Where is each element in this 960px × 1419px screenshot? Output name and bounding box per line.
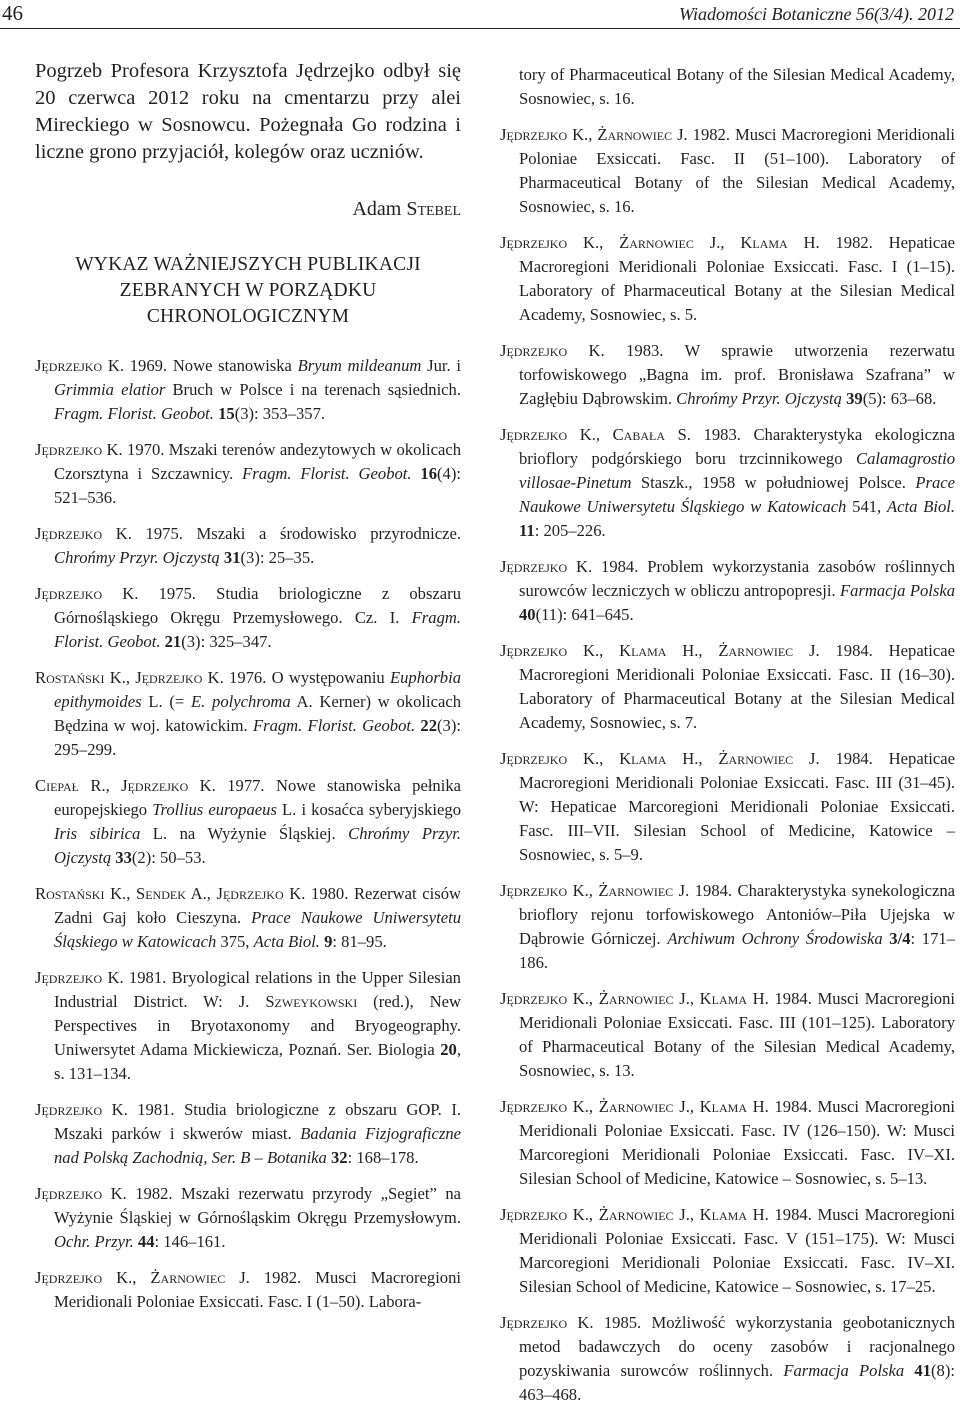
ref-text: 1982. Mszaki rezerwatu przyrody „Segiet” na Wyżynie Śląskiej w Górnośląskim Okręgu Przemysłowym. [54,1184,462,1227]
heading-line-1: WYKAZ WAŻNIEJSZYCH PUBLIKACJI [75,254,421,275]
reference-entry [35,966,461,1086]
reference-entry [35,438,461,510]
ref-b: 11 [519,521,535,540]
ref-text3: L. na Wyżynie Śląskiej. [140,824,349,843]
ref-text: 1983. W sprawie utworzenia rezerwatu torfowiskowego „Bagna im. prof. Bronisława Szafrana” w Zagłębiu Dąbrowskim. [519,341,955,408]
ref-i2: Prace Naukowe Uniwersytetu Śląskiego w Katowicach [519,473,955,516]
ref-auth: Jędrzejko K., Żarnowiec J., Klama H. [500,989,769,1008]
ref-text2: 375, [216,932,254,951]
ref-b: 39 [841,389,863,408]
ref-text: 1982. Hepaticae Macroregioni Meridionali Poloniae Exsiccati. Fasc. I (1‒15). Laboratory of Pharmaceutical Botany at the Silesian Medical Academy, Sosnowiec, s. 5. [519,233,955,324]
reference-entry [500,879,955,975]
ref-text2: (red.), New Perspectives in Bryotaxonomy and Bryogeography. Uniwersytet Adama Mickiewicza, Poznań. Ser. Biologia [54,992,462,1059]
ref-i1: Euphorbia epithymoides [54,668,461,711]
ref-text: 1976. O występowaniu [223,668,390,687]
ref-text: 1970. Mszaki terenów andezytowych w okolicach Czorsztyna i Szczawnicy. [54,440,461,483]
ref-text2: : 146‒161. [154,1232,226,1251]
ref-auth: Jędrzejko K. [35,440,123,459]
reference-entry [500,1311,955,1407]
ref-auth: Jędrzejko K. [35,524,132,543]
ref-text: 1984. Musci Macroregioni Meridionali Poloniae Exsiccati. Fasc. V (151‒175). W: Musci Marcoregioni Meridionali Poloniae Exsiccati. Fasc. IV‒XI. Silesian School of Medicine, Katowice ‒ Sosnowiec, s. 17‒25. [519,1205,956,1296]
right-column [500,63,955,1419]
reference-entry [500,639,955,735]
ref-i3: Chrońmy Przyr. Ojczystą [54,824,461,867]
ref-auth: Jędrzejko K. [500,341,605,360]
ref-auth2: Szweykowski [265,992,358,1011]
ref-auth: Jędrzejko K., Cabała S. [500,425,691,444]
signature-first-name: Adam [352,198,402,220]
ref-i2: Grimmia elatior [54,380,166,399]
ref-text: 1981. Bryological relations in the Upper Silesian Industrial District. W: J. [54,968,461,1011]
ref-text: 1984. Charakterystyka synekologiczna brioflory rejonu torfowiskowego Antoniów‒Piła Ujejska w Dąbrowie Górniczej. [519,881,955,948]
ref-text3: , s. 131‒134. [54,1040,461,1083]
ref-i2: Iris sibirica [54,824,141,843]
ref-text2: : 171‒186. [519,929,955,972]
reference-entry [500,231,955,327]
ref-i1: Chrońmy Przyr. Ojczystą [676,389,842,408]
reference-entry [500,555,955,627]
reference-entry [35,666,461,762]
ref-b: 31 [219,548,241,567]
ref-i1: Farmacja Polska [840,581,955,600]
ref-text: 1977. Nowe stanowiska pełnika europejskiego [54,776,461,819]
ref-b: 32 [326,1148,348,1167]
page-header [0,0,960,27]
ref-i1: Fragm. Florist. Geobot. [242,464,412,483]
ref-i1: Chrońmy Przyr. Ojczystą [54,548,220,567]
reference-entry [500,423,955,543]
reference-entry [35,774,461,870]
ref-auth: Ciepał R., Jędrzejko K. [35,776,216,795]
ref-b: 16 [411,464,438,483]
ref-auth: Rostański K., Sendek A., Jędrzejko K. [35,884,306,903]
ref-text2: (5): 63‒68. [862,389,937,408]
ref-b: 33 [111,848,132,867]
ref-text4: (3): 353‒357. [234,404,326,423]
reference-entry [35,1098,461,1170]
ref-auth: Jędrzejko K., Żarnowiec J. [500,125,688,144]
ref-text: 1983. Charakterystyka ekologiczna brioflory podgórskiego boru trzcinnikowego [519,425,955,468]
ref-text: 1982. Musci Macroregioni Meridionali Poloniae Exsiccati. Fasc. II (51‒100). Laboratory of Pharmaceutical Botany of the Silesian Medical Academy, Sosnowiec, s. 16. [519,125,955,216]
ref-auth: Jędrzejko K., Żarnowiec J. [500,881,690,900]
ref-i3: Fragm. Florist. Geobot. [54,404,214,423]
ref-text3: A. Kerner) w okolicach Będzina w woj. katowickim. [54,692,461,735]
ref-b: 21 [160,632,182,651]
ref-text4: (2): 50‒53. [131,848,206,867]
ref-text2: : 168‒178. [347,1148,419,1167]
obituary-closing-paragraph: Pogrzeb Profesora Krzysztofa Jędrzejko odbył się 20 czerwca 2012 roku na cmentarzu przy alei Mireckiego w Sosnowcu. Pożegnała Go rodzina i liczne grono przyjaciół, kolegów oraz uczniów. [35,60,461,163]
reference-entry [35,882,461,954]
ref-auth: Jędrzejko K. [500,557,593,576]
ref-b: 9 [319,932,333,951]
ref-text2: (8): 463‒468. [519,1361,955,1404]
ref-text: 1980. Rezerwat cisów Zadni Gaj koło Cieszyna. [54,884,461,927]
reference-entry [35,582,461,654]
ref-text: 1984. Musci Macroregioni Meridionali Poloniae Exsiccati. Fasc. IV (126‒150). W: Musci Marcoregioni Meridionali Poloniae Exsiccati. Fasc. IV‒XI. Silesian School of Medicine, Katowice ‒ Sosnowiec, s. 5‒13. [519,1097,956,1188]
heading-line-3: CHRONOLOGICZNYM [146,306,350,327]
ref-i1: Prace Naukowe Uniwersytetu Śląskiego w Katowicach [54,908,461,951]
ref-auth: Jędrzejko K. [500,1313,594,1332]
ref-auth: Jędrzejko K., Żarnowiec J., Klama H. [500,233,820,252]
reference-entry [35,354,461,426]
reference-continuation: tory of Pharmaceutical Botany of the Silesian Medical Academy, Sosnowiec, s. 16. [519,65,955,108]
reference-entry [500,747,955,867]
ref-i1: Fragm. Florist. Geobot. [54,608,461,651]
signature-last-name: Stebel [406,198,461,220]
ref-text: 1984. Problem wykorzystania zasobów roślinnych surowców leczniczych w obliczu antropopresji. [519,557,955,600]
header-rule [0,28,960,29]
ref-text: 1969. Nowe stanowiska [124,356,298,375]
publications-heading [35,252,461,330]
ref-i2: E. polychroma [191,692,291,711]
ref-b: 41 [904,1361,932,1380]
ref-text3: : 81‒95. [332,932,387,951]
reference-list-right [500,123,955,1407]
ref-text2: Jur. i [421,356,461,375]
reference-list-left [35,354,461,1314]
ref-text: 1982. Musci Macroregioni Meridionali Poloniae Exsiccati. Fasc. I (1‒50). Labora- [54,1268,462,1311]
reference-entry [500,123,955,219]
ref-i1: Badania Fizjograficzne nad Polską Zachodnią, Ser. B ‒ Botanika [54,1124,461,1167]
reference-entry [500,339,955,411]
ref-i1: Farmacja Polska [783,1361,905,1380]
reference-entry [500,987,955,1083]
ref-auth: Jędrzejko K. [35,1100,128,1119]
ref-b: 20 [440,1040,457,1059]
ref-auth: Jędrzejko K., Żarnowiec J., Klama H. [500,1097,769,1116]
ref-text2: L. i kosaćca syberyjskiego [276,800,461,819]
ref-text: 1975. Studia briologiczne z obszaru Górnośląskiego Okręgu Przemysłowego. Cz. I. [54,584,461,627]
page-number: 46 [2,1,23,25]
ref-auth: Jędrzejko K. [35,968,124,987]
ref-text2: (11): 641‒645. [535,605,634,624]
ref-text: 1984. Musci Macroregioni Meridionali Poloniae Exsiccati. Fasc. III (101‒125). Laboratory of Pharmaceutical Botany of the Silesian Medical Academy, Sosnowiec, s. 13. [519,989,956,1080]
ref-text4: : 205‒226. [534,521,606,540]
ref-auth: Jędrzejko K., Żarnowiec J. [35,1268,250,1287]
ref-i1: Bryum mildeanum [297,356,422,375]
ref-text: 1985. Możliwość wykorzystania geobotanicznych metod badawczych do oceny zasobów i racjonalnego pozyskiwania surowców roślinnych. [519,1313,956,1380]
ref-i1: Ochr. Przyr. [54,1232,134,1251]
ref-auth: Jędrzejko K. [35,1184,127,1203]
author-signature [35,196,461,222]
ref-i1: Trollius europaeus [152,800,277,819]
ref-b: 44 [133,1232,155,1251]
ref-text2: L. (= [141,692,191,711]
ref-i1: Calamagrostio villosae-Pinetum [519,449,955,492]
ref-text: 1984. Hepaticae Macroregioni Meridionali Poloniae Exsiccati. Fasc. III (31‒45). W: Hepaticae Marcoregioni Meridionali Poloniae Exsiccati. Fasc. III‒VII. Silesian School of Medicine, Katowice ‒ Sosnowiec, s. 5‒9. [519,749,955,864]
reference-entry [35,522,461,570]
journal-title: Wiadomości Botaniczne 56(3/4). 2012 [679,4,954,24]
reference-entry [35,1266,461,1314]
ref-auth: Jędrzejko K., Żarnowiec J., Klama H. [500,1205,769,1224]
ref-i3: Fragm. Florist. Geobot. [252,716,416,735]
ref-b: 3/4 [882,929,911,948]
ref-text4: (3): 295‒299. [54,716,461,759]
left-column [35,58,461,1326]
reference-entry [500,1203,955,1299]
ref-text2: (4): 521‒536. [54,464,461,507]
ref-auth: Jędrzejko K., Klama H., Żarnowiec J. [500,749,820,768]
ref-text3: Bruch w Polsce i na terenach sąsiednich. [165,380,461,399]
ref-text: 1984. Hepaticae Macroregioni Meridionali Poloniae Exsiccati. Fasc. II (16‒30). Laboratory of Pharmaceutical Botany at the Silesian Medical Academy, Sosnowiec, s. 7. [519,641,955,732]
ref-i1: Archiwum Ochrony Środowiska [667,929,883,948]
ref-text2: Staszk., 1958 w południowej Polsce. [631,473,916,492]
ref-auth: Jędrzejko K., Klama H., Żarnowiec J. [500,641,820,660]
ref-auth: Jędrzejko K. [35,356,124,375]
ref-b: 15 [213,404,235,423]
ref-text2: (3): 25‒35. [240,548,315,567]
ref-b: 22 [415,716,438,735]
ref-text2: (3): 325‒347. [181,632,272,651]
ref-b: 40 [519,605,536,624]
heading-line-2: ZEBRANYCH W PORZĄDKU [119,280,377,301]
ref-text: 1975. Mszaki a środowisko przyrodnicze. [131,524,461,543]
ref-i3: Acta Biol. [887,497,956,516]
ref-text: 1981. Studia briologiczne z obszaru GOP. I. Mszaki parków i skwerów miast. [54,1100,461,1143]
ref-i2: Acta Biol. [253,932,320,951]
reference-entry [35,1182,461,1254]
ref-text3: 541, [846,497,887,516]
ref-auth: Jędrzejko K. [35,584,139,603]
ref-auth: Rostański K., Jędrzejko K. [35,668,224,687]
reference-entry [500,1095,955,1191]
